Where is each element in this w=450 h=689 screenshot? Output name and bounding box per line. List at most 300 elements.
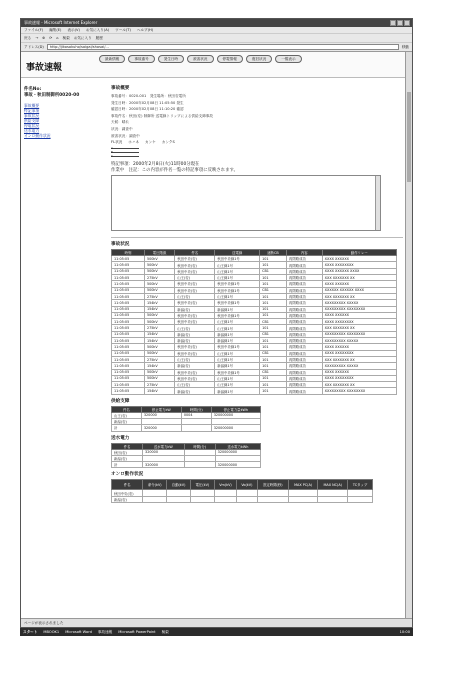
table-cell: 154kV (144, 338, 174, 344)
toolbar-button[interactable]: 検索 (62, 36, 70, 40)
table-cell: 500kV (144, 281, 174, 287)
table-cell (214, 496, 236, 502)
column-header: TCタップ (348, 480, 373, 490)
table-cell: 秋田中央(変) (175, 350, 215, 356)
column-header: 遮断CB (260, 250, 287, 256)
table-cell: CB1 (260, 331, 287, 337)
table-cell: 101 (260, 262, 287, 268)
table-cell: 山王線1号 (215, 350, 260, 356)
case-label: 件名No: (24, 87, 42, 92)
table-row (112, 425, 261, 431)
sidebar-link[interactable]: 送水電力 (24, 128, 40, 133)
overview-line: 事故番号：0020-001 発生場所：秋田変電所 (111, 94, 186, 98)
table-cell: 500kV (144, 268, 174, 274)
table-cell: 320000 (143, 462, 185, 468)
table-cell: 秋田中央(変) (175, 256, 215, 262)
table-cell: 新潟(変) (112, 418, 142, 424)
column-header: MAX NC(A) (318, 480, 348, 490)
table-cell: XXXX XXXXXXXX (322, 262, 396, 268)
table-cell: 新潟(変) (175, 306, 215, 312)
table-cell: 320000000 (211, 425, 260, 431)
table-cell: 新潟(変) (112, 496, 143, 502)
toolbar-button[interactable]: 戻る (24, 36, 32, 40)
sidebar-link[interactable]: 特記事項 (24, 108, 40, 113)
divider (111, 237, 403, 238)
table-cell: XXXX XXXXXX (322, 256, 396, 262)
nav-tab[interactable]: 復旧状況 (246, 55, 272, 63)
column-header: 停止電力kW (141, 406, 181, 412)
toolbar-button[interactable]: → (35, 36, 39, 40)
table-row (112, 462, 261, 468)
sidebar-link[interactable]: 供給支障 (24, 118, 40, 123)
column-header: 電圧(kV) (190, 480, 214, 490)
table-cell: 101 (260, 256, 287, 262)
table-cell: 11:05:05 (112, 312, 145, 318)
table-cell: 山王線1号 (215, 319, 260, 325)
menu-item[interactable]: ヘルプ(H) (136, 28, 154, 32)
table-cell: 275kV (144, 356, 174, 362)
table-cell: 秋田中央(変) (175, 319, 215, 325)
table-cell: 154kV (144, 331, 174, 337)
indicator-line-b: B (111, 150, 139, 153)
table-cell: 101 (260, 344, 287, 350)
table-cell: 11:05:05 (112, 375, 145, 381)
table-cell: 500kV (144, 319, 174, 325)
table-cell: 11:05:05 (112, 262, 145, 268)
table-cell: XXXXXXXXX XXXXXXXX (322, 306, 396, 312)
column-header: 送水電力kW (143, 443, 185, 449)
table-cell: 11:05:05 (112, 338, 145, 344)
table-cell: 再閉路成功 (286, 375, 322, 381)
table-cell: 新潟(変) (175, 331, 215, 337)
table-cell: 11:05:05 (112, 356, 145, 362)
table-cell: 11:05:05 (112, 300, 145, 306)
table-cell (181, 425, 211, 431)
address-input[interactable]: http://jikosokuho/saigai/shosai/... (47, 44, 399, 50)
table-cell: XXXX XXXXXX (322, 312, 396, 318)
toolbar-button[interactable]: ⌂ (56, 36, 59, 40)
table-cell: 再閉路成功 (286, 363, 322, 369)
table-cell: 新潟(変) (175, 338, 215, 344)
table-cell: 再閉路成功 (286, 319, 322, 325)
table-cell: 山王線1号 (215, 268, 260, 274)
supply-title: 供給支障 (111, 398, 130, 404)
table-cell: XXXX XXXXXXXX (322, 350, 396, 356)
toolbar (21, 34, 412, 43)
table-cell: 山王線1号 (215, 325, 260, 331)
table-cell: 新潟(変) (175, 388, 215, 394)
table-cell: 新潟線1号 (215, 363, 260, 369)
sidebar-links (24, 103, 102, 138)
table-cell: 秋田中央線1号 (215, 369, 260, 375)
close-button[interactable] (404, 20, 410, 26)
column-header: 電圧階級 (144, 250, 174, 256)
table-cell (348, 496, 373, 502)
table-cell: 11:05:05 (112, 363, 145, 369)
column-header: 件名 (112, 480, 143, 490)
nav-tab[interactable]: 停電情報 (217, 55, 243, 63)
taskbar-items (43, 628, 168, 636)
table-cell: XXX XXXXXXX XX (322, 275, 396, 281)
sidebar (24, 86, 102, 138)
taskbar-item[interactable]: 事故速報 (97, 630, 113, 634)
window-title: 事故速報 - Microsoft Internet Explorer (24, 20, 98, 25)
table-cell: 秋田中央線1号 (215, 312, 260, 318)
table-cell: 500kV (144, 350, 174, 356)
table-cell: 計 (112, 425, 142, 431)
table-cell: 再閉路成功 (286, 338, 322, 344)
table-cell: 新潟線1号 (215, 338, 260, 344)
table-cell: 101 (260, 293, 287, 299)
table-cell: 山王線1号 (215, 275, 260, 281)
table-cell: 再閉路成功 (286, 325, 322, 331)
table-cell: XXXX XXXXXX XXXX (322, 268, 396, 274)
table-cell (318, 496, 348, 502)
page-content (21, 52, 405, 618)
table-cell: XXXX XXXXXX (322, 344, 396, 350)
table-cell: 11:05:05 (112, 382, 145, 388)
menu-item[interactable]: 表示(V) (67, 28, 80, 32)
table-cell: 101 (260, 375, 287, 381)
column-header: 自動(kV) (167, 480, 191, 490)
transmission-table (111, 443, 261, 469)
table-cell: 500kV (144, 262, 174, 268)
column-header: Vo(kV) (237, 480, 257, 490)
page-header (21, 52, 405, 78)
taskbar-item[interactable]: Microsoft PowerPoint (118, 630, 156, 634)
table-cell: 11:05:05 (112, 275, 145, 281)
table-cell: 320000 (143, 449, 185, 455)
table-cell: 秋田中央(変) (175, 262, 215, 268)
supply-table (111, 406, 261, 432)
table-cell: 11:05:05 (112, 256, 145, 262)
fl-legend (111, 140, 403, 145)
toolbar-button[interactable]: お気に入り (73, 36, 92, 40)
table-cell: 275kV (144, 293, 174, 299)
table-cell: 新潟線1号 (215, 306, 260, 312)
taskbar-item[interactable]: Microsoft Word (65, 630, 92, 634)
table-cell: 11:05:05 (112, 325, 145, 331)
table-cell (237, 496, 257, 502)
table-cell: 500kV (144, 375, 174, 381)
column-header: 停止電力量kWh (211, 406, 260, 412)
taskbar-item[interactable]: 検索 (161, 630, 169, 634)
table-cell: 秋田中央線1号 (215, 281, 260, 287)
table-cell: 101 (260, 281, 287, 287)
table-cell: 500kV (144, 287, 174, 293)
nav-tab[interactable]: 一覧表示 (275, 55, 301, 63)
table-cell: XXXXXX XXXXXX XXXX (322, 287, 396, 293)
table-cell (190, 496, 214, 502)
table-cell: 154kV (144, 363, 174, 369)
table-cell: 秋田中央(変) (175, 369, 215, 375)
table-cell: XXX XXXXXXX XX (322, 356, 396, 362)
address-label: アドレス(D) (24, 44, 44, 49)
table-cell: XXX XXXXXXX XX (322, 382, 396, 388)
table-cell: 再閉路成功 (286, 293, 322, 299)
menu-item[interactable]: 編集(E) (49, 28, 62, 32)
table-cell: 再閉路成功 (286, 306, 322, 312)
column-header: MAX PC(A) (288, 480, 317, 490)
status-table (111, 249, 397, 395)
table-cell: 101 (260, 275, 287, 281)
menu-bar (21, 27, 412, 34)
table-cell: 再閉路成功 (286, 312, 322, 318)
indicator-line-a: A (111, 146, 139, 149)
overview-title: 事故概要 (111, 86, 130, 91)
column-header: 内容 (286, 250, 322, 256)
taskbar-clock: 10:00 (399, 630, 410, 634)
column-header: 時刻 (112, 250, 145, 256)
nav-tab[interactable]: 発生日時 (158, 55, 184, 63)
notes-scrollbar[interactable] (375, 176, 380, 230)
browser-window (20, 18, 413, 628)
table-cell: 秋田(変) (112, 449, 143, 455)
overview-line: 確認日時：2000年02月08日 11:10:20 確認 (111, 107, 184, 112)
case-id: 事故・秋田制御所0020-00 (24, 93, 80, 98)
column-header: 送水電力kWh (215, 443, 260, 449)
table-cell: 275kV (144, 325, 174, 331)
table-cell: 101 (260, 363, 287, 369)
go-button[interactable]: 移動 (401, 44, 409, 49)
table-cell (143, 496, 167, 502)
column-header: 命令(kV) (143, 480, 167, 490)
table-cell: CB1 (260, 268, 287, 274)
table-cell (288, 496, 317, 502)
table-cell: 秋田中央線1号 (215, 344, 260, 350)
table-cell: XXXXXXXXX XXXXX (322, 338, 396, 344)
toolbar-button[interactable]: ⟳ (49, 36, 53, 40)
notes-subtitle: 作業中 注記：この内容が件名一覧の特記事項に反映されます。 (111, 168, 238, 174)
table-cell: 秋田中央(変) (175, 281, 215, 287)
table-cell: 320000000 (211, 412, 260, 418)
table-cell: 再閉路成功 (286, 388, 322, 394)
table-cell: 101 (260, 388, 287, 394)
table-cell (167, 496, 191, 502)
table-cell: 11:05:05 (112, 306, 145, 312)
table-cell: 11:05:05 (112, 281, 145, 287)
table-cell: 再閉路成功 (286, 275, 322, 281)
table-cell: 154kV (144, 306, 174, 312)
fl-indicator (111, 146, 139, 157)
table-cell: 再閉路成功 (286, 287, 322, 293)
table-cell: XXXXXXXXX XXXXXXXX (322, 388, 396, 394)
table-cell: XXXXXXXXX XXXXX (322, 363, 396, 369)
scroll-thumb[interactable] (407, 92, 411, 182)
table-cell: 山王線1号 (215, 356, 260, 362)
table-cell: 101 (260, 312, 287, 318)
table-cell: 山王線1号 (215, 382, 260, 388)
column-header: 件名 (112, 406, 142, 412)
address-bar (21, 43, 412, 52)
overview-lines (111, 93, 403, 139)
table-cell: 再閉路成功 (286, 369, 322, 375)
table-cell: 275kV (144, 275, 174, 281)
table-cell: XXXXXXXXX XXXXXXXX (322, 331, 396, 337)
table-cell: 320000000 (215, 449, 260, 455)
nav-tabs (99, 55, 389, 63)
table-cell: 11:05:05 (112, 350, 145, 356)
column-header: 件名 (112, 443, 143, 449)
table-cell: 再閉路成功 (286, 331, 322, 337)
table-cell (184, 462, 215, 468)
table-cell: 再閉路成功 (286, 281, 322, 287)
table-cell: 秋田中央(変) (175, 287, 215, 293)
overview-line: 被害状況：調査中 (111, 133, 140, 138)
table-cell: 山王(変) (175, 275, 215, 281)
table-cell: 500kV (144, 369, 174, 375)
table-row (112, 388, 397, 394)
table-cell: 再閉路成功 (286, 356, 322, 362)
table-cell: 11:05:05 (112, 293, 145, 299)
table-cell: 0004 (181, 412, 211, 418)
table-cell: 再閉路成功 (286, 350, 322, 356)
sidebar-link[interactable]: 事故概要 (24, 103, 40, 108)
menu-item[interactable]: お気に入り(A) (85, 28, 110, 32)
table-cell: 山王(変) (175, 293, 215, 299)
table-cell: 山王(変) (175, 325, 215, 331)
table-cell (257, 496, 288, 502)
table-cell: 山王(変) (175, 356, 215, 362)
table-cell: XXXX XXXXXX (322, 281, 396, 287)
sidebar-link[interactable]: オンロ動作状況 (24, 133, 51, 138)
minimize-button[interactable] (390, 20, 396, 26)
table-cell: CB1 (260, 350, 287, 356)
column-header: 動作リレー (322, 250, 396, 256)
sidebar-link[interactable]: 停電状況 (24, 123, 40, 128)
table-cell: 154kV (144, 388, 174, 394)
table-cell: 山王(変) (175, 382, 215, 388)
column-header: 時間(分) (181, 406, 211, 412)
legend-item: カンクS (161, 140, 175, 145)
page-title: 事故速報 (26, 63, 63, 73)
column-header: Vm(kV) (214, 480, 236, 490)
table-cell: 101 (260, 382, 287, 388)
table-cell: 山王線1号 (215, 293, 260, 299)
status-bar: ページが表示されました (21, 618, 412, 627)
onoff-table (111, 479, 373, 503)
table-cell: 秋田中央(変) (175, 268, 215, 274)
maximize-button[interactable] (397, 20, 403, 26)
table-cell: 山王線1号 (215, 262, 260, 268)
table-cell: 500kV (144, 344, 174, 350)
transmission-title: 送水電力 (111, 435, 130, 441)
indicator-line-c: C (111, 154, 139, 157)
table-cell: 秋田中央(変) (175, 375, 215, 381)
window-controls (390, 20, 410, 26)
table-cell: XXXX XXXXXXXX (322, 375, 396, 381)
window-titlebar (21, 19, 412, 27)
page-scrollbar[interactable] (405, 52, 412, 618)
nav-tab[interactable]: 最新情報 (99, 55, 125, 63)
taskbar (20, 628, 413, 636)
overview-line: 状況：調査中 (111, 126, 133, 131)
table-cell: 山王線1号 (215, 375, 260, 381)
overview-line: 事故件名：秋田(変) 制御所 送電線トリップによる供給支障事故 (111, 113, 213, 118)
notes-textarea[interactable] (111, 175, 381, 231)
table-cell: XXX XXXXXXX XX (322, 325, 396, 331)
table-cell: 11:05:05 (112, 287, 145, 293)
table-cell: 新潟線1号 (215, 331, 260, 337)
table-cell: XXXXXXXXX XXXXX (322, 300, 396, 306)
table-cell: 再閉路成功 (286, 268, 322, 274)
table-cell: 秋田中央(変) (175, 300, 215, 306)
table-cell: 新潟(変) (175, 363, 215, 369)
table-cell: 500kV (144, 312, 174, 318)
table-cell: 11:05:05 (112, 319, 145, 325)
table-cell: CB1 (260, 319, 287, 325)
table-cell: 11:05:05 (112, 331, 145, 337)
table-cell: 再閉路成功 (286, 344, 322, 350)
main-panel (111, 82, 403, 503)
table-cell: 275kV (144, 382, 174, 388)
table-cell: XXXX XXXXXXXX (322, 319, 396, 325)
table-cell: 11:05:05 (112, 344, 145, 350)
table-cell: 再閉路成功 (286, 300, 322, 306)
table-cell: XXX XXXXXXX XX (322, 293, 396, 299)
overview-line: 発生日時：2000年02月08日 11:05:50 発生 (111, 100, 184, 105)
sidebar-link[interactable]: 事故状況 (24, 113, 40, 118)
table-cell: 秋田中央(変) (112, 490, 143, 496)
overview-line: 天候：晴れ (111, 120, 129, 125)
legend-label: FL状況 (111, 140, 123, 145)
table-cell: 11:05:05 (112, 268, 145, 274)
table-cell: 計 (112, 462, 143, 468)
column-header: 送電線 (215, 250, 260, 256)
table-cell: 再閉路成功 (286, 256, 322, 262)
table-cell: 秋田中央線1号 (215, 256, 260, 262)
nav-tab[interactable]: 被害状況 (187, 55, 213, 63)
table-cell: 101 (260, 356, 287, 362)
toolbar-button[interactable]: ⊗ (42, 36, 46, 40)
table-cell: CB1 (260, 287, 287, 293)
table-cell: XXXX XXXXXX (322, 369, 396, 375)
table-cell: 101 (260, 325, 287, 331)
table-cell: 秋田中央(変) (175, 344, 215, 350)
toolbar-button[interactable]: 履歴 (95, 36, 103, 40)
column-header: 件名 (175, 250, 215, 256)
table-cell: 秋田中央(変) (175, 312, 215, 318)
table-cell: 320000 (141, 425, 181, 431)
taskbar-item[interactable]: MBOOK1 (43, 630, 60, 634)
table-cell: 101 (260, 338, 287, 344)
nav-tab[interactable]: 事故番号 (128, 55, 154, 63)
status-title: 事故状況 (111, 242, 130, 248)
table-cell: 11:05:05 (112, 369, 145, 375)
menu-item[interactable]: ツール(T) (115, 28, 131, 32)
table-cell: 320000 (141, 412, 181, 418)
table-cell: 154kV (144, 300, 174, 306)
table-cell: 11:05:05 (112, 388, 145, 394)
onoff-title: オンロ動作状況 (111, 472, 144, 478)
table-cell: 101 (260, 300, 287, 306)
table-cell: 再閉路成功 (286, 262, 322, 268)
legend-item: カンケ (145, 140, 156, 145)
notes-title: 特記事項：2000年2月8日(火)11時00分現在 (111, 162, 200, 168)
table-cell: 秋田中央線1号 (215, 287, 260, 293)
column-header: 設定時間(秒) (257, 480, 288, 490)
start-button[interactable]: スタート (23, 630, 38, 634)
table-cell: CB1 (260, 369, 287, 375)
column-header: 時間(分) (184, 443, 215, 449)
table-cell: 新潟(変) (112, 455, 143, 461)
table-cell: 500kV (144, 256, 174, 262)
table-cell: 320000000 (215, 462, 260, 468)
legend-item: ホ〃ネ (128, 140, 140, 145)
table-cell: 山王(変) (112, 412, 142, 418)
menu-item[interactable]: ファイル(F) (24, 28, 44, 32)
table-row (112, 496, 373, 502)
